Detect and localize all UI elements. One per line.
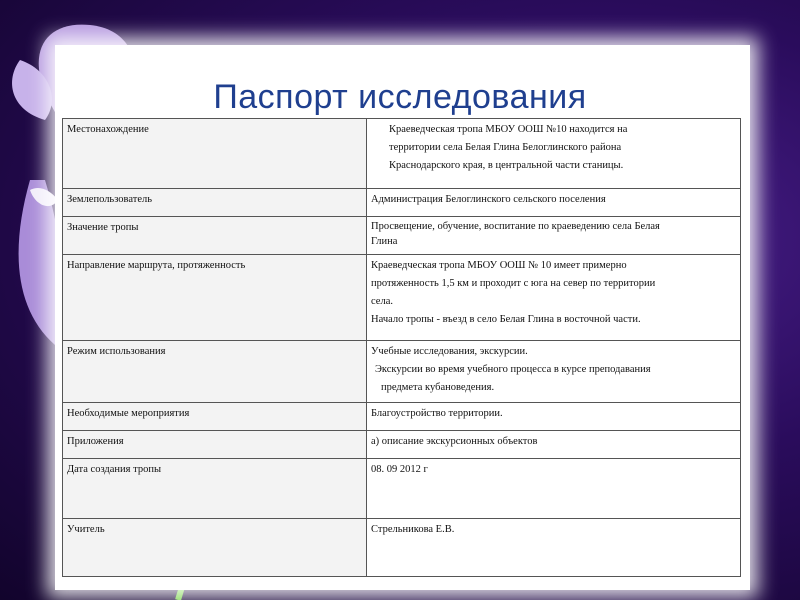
row-label: Учитель — [63, 519, 367, 577]
row-value — [367, 119, 741, 189]
value-line: а) описание экскурсионных объектов — [371, 436, 538, 447]
table-row — [63, 341, 741, 403]
table-row — [63, 431, 741, 459]
row-label: Приложения — [63, 431, 367, 459]
table-row — [63, 459, 741, 519]
table-row — [63, 217, 741, 255]
row-value — [367, 403, 741, 431]
value-line: Администрация Белоглинского сельского поселения — [371, 194, 606, 205]
row-label: Землепользователь — [63, 189, 367, 217]
value-line: территории села Белая Глина Белоглинского района — [389, 142, 622, 153]
value-line: Начало тропы - въезд в село Белая Глина в восточной части. — [371, 314, 641, 325]
value-line: села. — [371, 296, 393, 307]
row-value — [367, 431, 741, 459]
row-value — [367, 189, 741, 217]
row-label: Необходимые мероприятия — [63, 403, 367, 431]
table-row — [63, 519, 741, 577]
row-value — [367, 255, 741, 341]
value-line: предмета кубановедения. — [381, 382, 495, 393]
row-label: Значение тропы — [63, 217, 367, 255]
value-line: 08. 09 2012 г — [371, 464, 428, 475]
value-line: Краеведческая тропа МБОУ ООШ №10 находится на — [389, 124, 628, 135]
table-row — [63, 189, 741, 217]
value-line: Краснодарского края, в центральной части станицы. — [389, 160, 624, 171]
value-line: Глина — [371, 236, 398, 247]
table-row — [63, 403, 741, 431]
value-line: протяженность 1,5 км и проходит с юга на север по территории — [371, 278, 656, 289]
row-label: Режим использования — [63, 341, 367, 403]
table-row — [63, 255, 741, 341]
row-label: Дата создания тропы — [63, 459, 367, 519]
row-value — [367, 519, 741, 577]
row-label: Направление маршрута, протяженность — [63, 255, 367, 341]
value-line: Экскурсии во время учебного процесса в курсе преподавания — [375, 364, 651, 375]
slide-title: Паспорт исследования — [213, 78, 587, 116]
value-line: Просвещение, обучение, воспитание по краеведению села Белая — [371, 221, 660, 232]
passport-table — [62, 118, 741, 577]
value-line: Стрельникова Е.В. — [371, 524, 455, 535]
row-value — [367, 459, 741, 519]
row-value — [367, 217, 741, 255]
table-row — [63, 119, 741, 189]
value-line: Краеведческая тропа МБОУ ООШ № 10 имеет примерно — [371, 260, 627, 271]
row-value — [367, 341, 741, 403]
value-line: Благоустройство территории. — [371, 408, 503, 419]
value-line: Учебные исследования, экскурсии. — [371, 346, 528, 357]
row-label: Местонахождение — [63, 119, 367, 189]
